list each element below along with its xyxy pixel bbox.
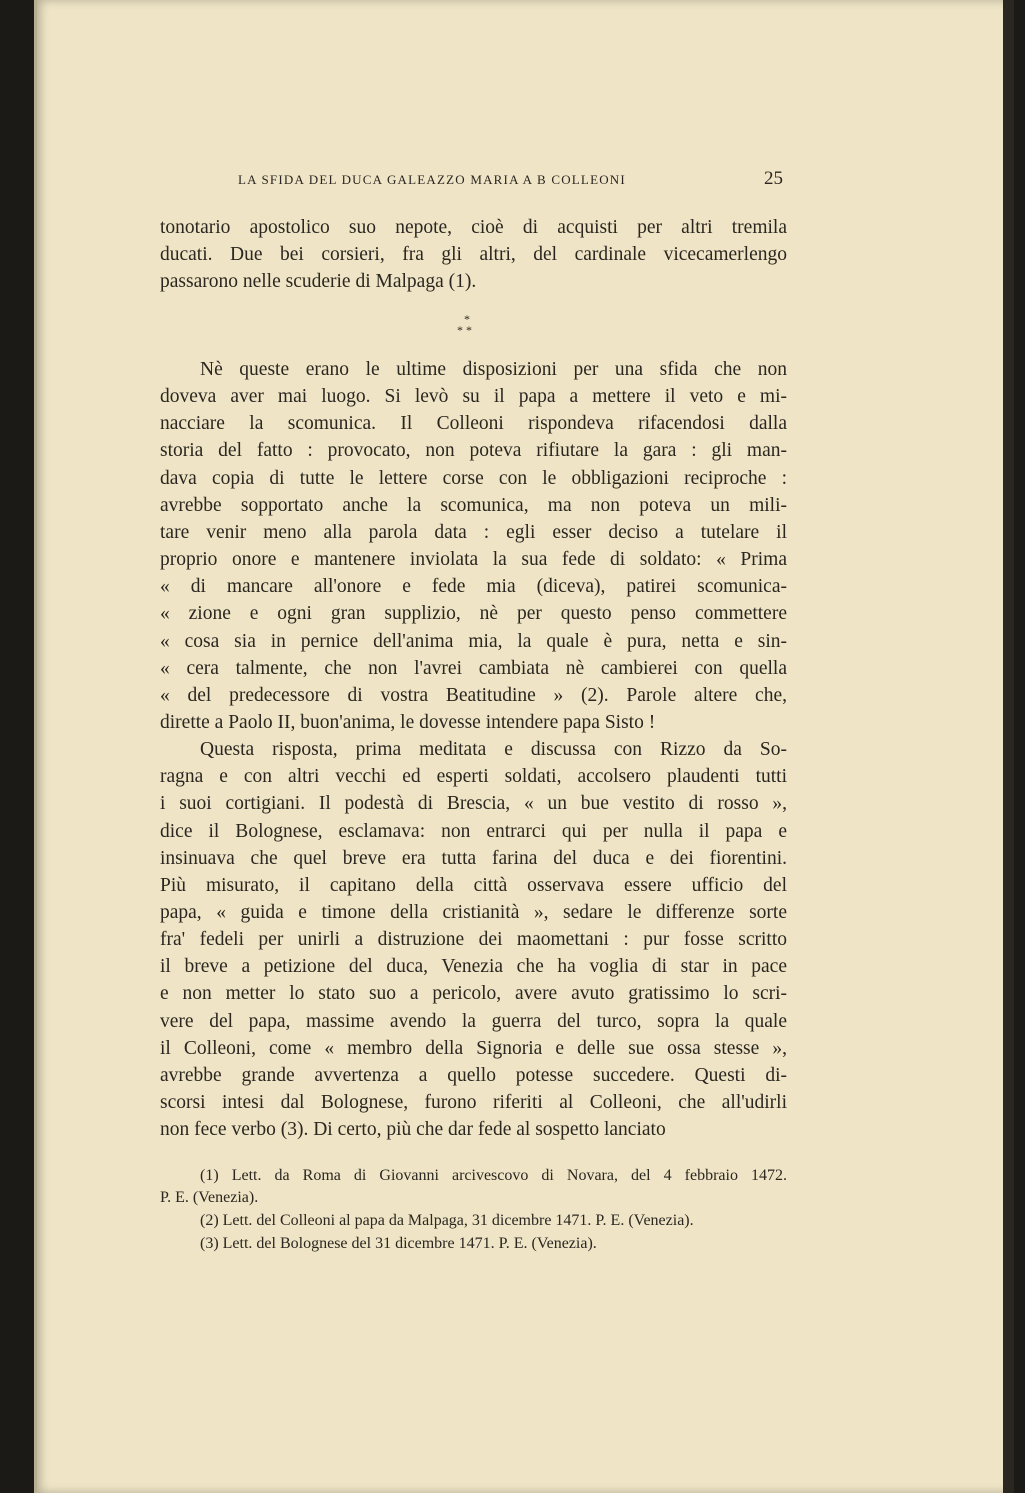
footnote: (2) Lett. del Colleoni al papa da Malpaga, 31 dicembre 1471. P. E. (Venezia). [200,1212,694,1229]
text-line: dice il Bolognese, esclamava: non entrarci qui per nulla il papa e [160,820,787,842]
page-fold [34,0,37,1493]
text-line: nacciare la scomunica. Il Colleoni rispondeva rifacendosi dalla [160,413,787,435]
text-line: passarono nelle scuderie di Malpaga (1). [160,271,477,292]
text-line: Nè queste erano le ultime disposizioni per una sfida che non [200,359,787,380]
footnote: (3) Lett. del Bolognese del 31 dicembre 1471. P. E. (Venezia). [200,1235,597,1252]
page-number: 25 [764,168,783,189]
text-line: Questa risposta, prima meditata e discussa con Rizzo da So- [200,739,787,761]
text-line: dirette a Paolo II, buon'anima, le dovesse intendere papa Sisto ! [160,711,656,733]
text-line: « del predecessore di vostra Beatitudine » (2). Parole altere che, [160,684,787,706]
text-line: doveva aver mai luogo. Si levò su il papa a mettere il veto e mi- [160,386,787,408]
text-line: tonotario apostolico suo nepote, cioè di acquisti per altri tremila [160,217,787,238]
text-line: non fece verbo (3). Di certo, più che dar fede al sospetto lanciato [160,1119,666,1141]
text-line: tare venir meno alla parola data : egli esser deciso a tutelare il [160,521,787,543]
text-line: insinuava che quel breve era tutta farina del duca e dei fiorentini. [160,847,787,869]
text-line: « zione e ogni gran supplizio, nè per questo penso commettere [160,603,787,625]
text-line: vere del papa, massime avendo la guerra del turco, sopra la quale [160,1010,787,1032]
asterism-bottom: * * [457,323,472,337]
text-line: fra' fedeli per unirli a distruzione dei maomettani : pur fosse scritto [160,929,787,951]
text-line: Più misurato, il capitano della città osservava essere ufficio del [160,874,787,896]
page-edge [1003,0,1014,1493]
text-line: il Colleoni, come « membro della Signoria e delle sue ossa stesse », [160,1037,787,1059]
footnote: (1) Lett. da Roma di Giovanni arcivescovo di Novara, del 4 febbraio 1472. [200,1167,787,1184]
text-line: proprio onore e mantenere inviolata la sua fede di soldato: « Prima [160,549,787,571]
text-line: ragna e con altri vecchi ed esperti soldati, accolsero plaudenti tutti [160,766,787,788]
footnote: P. E. (Venezia). [160,1189,259,1206]
asterism-top: * [464,312,470,326]
text-line: avrebbe sopportato anche la scomunica, ma non poteva un mili- [160,494,787,516]
text-line: il breve a petizione del duca, Venezia che ha voglia di star in pace [160,956,787,978]
text-line: storia del fatto : provocato, non poteva rifiutare la gara : gli man- [160,440,787,462]
text-line: e non metter lo stato suo a pericolo, avere avuto gratissimo lo scri- [160,983,787,1005]
text-line: ducati. Due bei corsieri, fra gli altri, del cardinale vicecamerlengo [160,244,787,265]
text-line: « cera talmente, che non l'avrei cambiata nè cambierei con quella [160,657,787,679]
text-line: i suoi cortigiani. Il podestà di Brescia, « un bue vestito di rosso », [160,793,787,815]
text-line: dava copia di tutte le lettere corse con le obbligazioni reciproche : [160,467,787,489]
text-line: papa, « guida e timone della cristianità », sedare le differenze sorte [160,902,787,923]
running-header: LA SFIDA DEL DUCA GALEAZZO MARIA A B COLLEONI [238,172,626,187]
text-line: « di mancare all'onore e fede mia (diceva), patirei scomunica- [160,576,787,598]
text-line: « cosa sia in pernice dell'anima mia, la quale è pura, netta e sin- [160,630,787,652]
text-line: avrebbe grande avvertenza a quello potesse succedere. Questi di- [160,1064,787,1086]
text-line: scorsi intesi dal Bolognese, furono riferiti al Colleoni, che all'udirli [160,1092,787,1114]
